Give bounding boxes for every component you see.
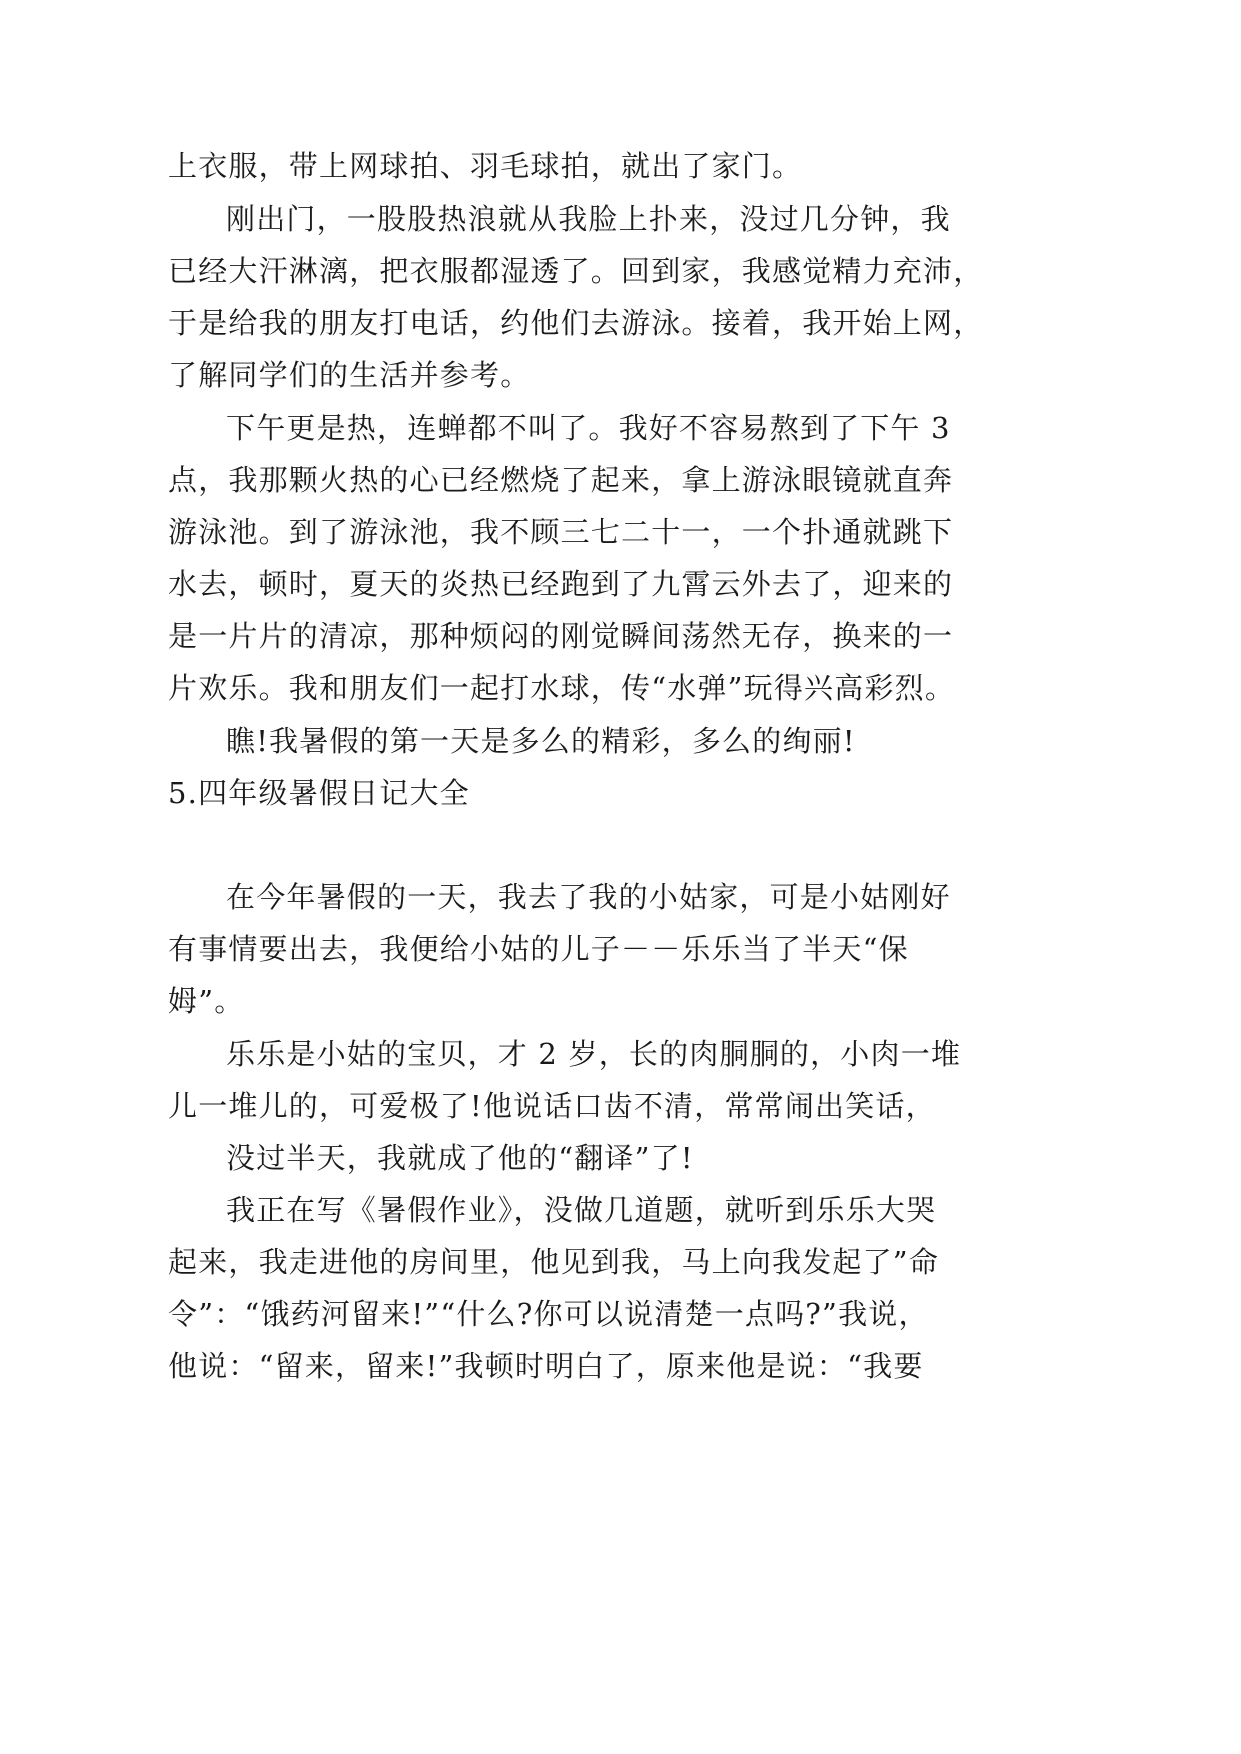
text-line: 起来，我走进他的房间里，他见到我，马上向我发起了”命 — [168, 1245, 940, 1279]
text-line: 已经大汗淋漓，把衣服都湿透了。回到家，我感觉精力充沛， — [168, 254, 984, 288]
text-line: 水去，顿时，夏天的炎热已经跑到了九霄云外去了，迎来的 — [168, 567, 954, 601]
text-line: 游泳池。到了游泳池，我不顾三七二十一，一个扑通就跳下 — [168, 515, 954, 549]
text-line: 片欢乐。我和朋友们一起打水球，传“水弹”玩得兴高彩烈。 — [168, 671, 956, 705]
text-line: 他说：“留来，留来!”我顿时明白了，原来他是说：“我要 — [168, 1349, 924, 1383]
text-line: 在今年暑假的一天，我去了我的小姑家，可是小姑刚好 — [226, 880, 951, 914]
text-line: 点，我那颗火热的心已经燃烧了起来，拿上游泳眼镜就直奔 — [168, 463, 954, 497]
text-line: 了解同学们的生活并参考。 — [168, 358, 531, 392]
text-line: 没过半天，我就成了他的“翻译”了! — [226, 1141, 694, 1175]
text-line: 儿一堆儿的，可爱极了!他说话口齿不清，常常闹出笑话， — [168, 1089, 936, 1123]
text-line: 上衣服，带上网球拍、羽毛球拍，就出了家门。 — [168, 149, 803, 183]
text-line: 有事情要出去，我便给小姑的儿子－－乐乐当了半天“保 — [168, 932, 909, 966]
text-line: 我正在写《暑假作业》，没做几道题，就听到乐乐大哭 — [226, 1193, 937, 1227]
text-line: 刚出门，一股股热浪就从我脸上扑来，没过几分钟，我 — [226, 202, 951, 236]
text-line: 是一片片的清凉，那种烦闷的刚觉瞬间荡然无存，换来的一 — [168, 619, 954, 653]
text-line: 瞧!我暑假的第一天是多么的精彩，多么的绚丽! — [226, 724, 856, 758]
text-line: 姆”。 — [168, 984, 245, 1018]
text-line: 乐乐是小姑的宝贝，才 2 岁，长的肉胴胴的，小肉一堆 — [226, 1037, 962, 1071]
section-heading: 5.四年级暑假日记大全 — [168, 776, 470, 810]
text-line: 于是给我的朋友打电话，约他们去游泳。接着，我开始上网， — [168, 306, 984, 340]
text-line: 令”：“饿药河留来!”“什么?你可以说清楚一点吗?”我说， — [168, 1297, 929, 1331]
text-line: 下午更是热，连蝉都不叫了。我好不容易熬到了下午 3 — [226, 411, 951, 445]
